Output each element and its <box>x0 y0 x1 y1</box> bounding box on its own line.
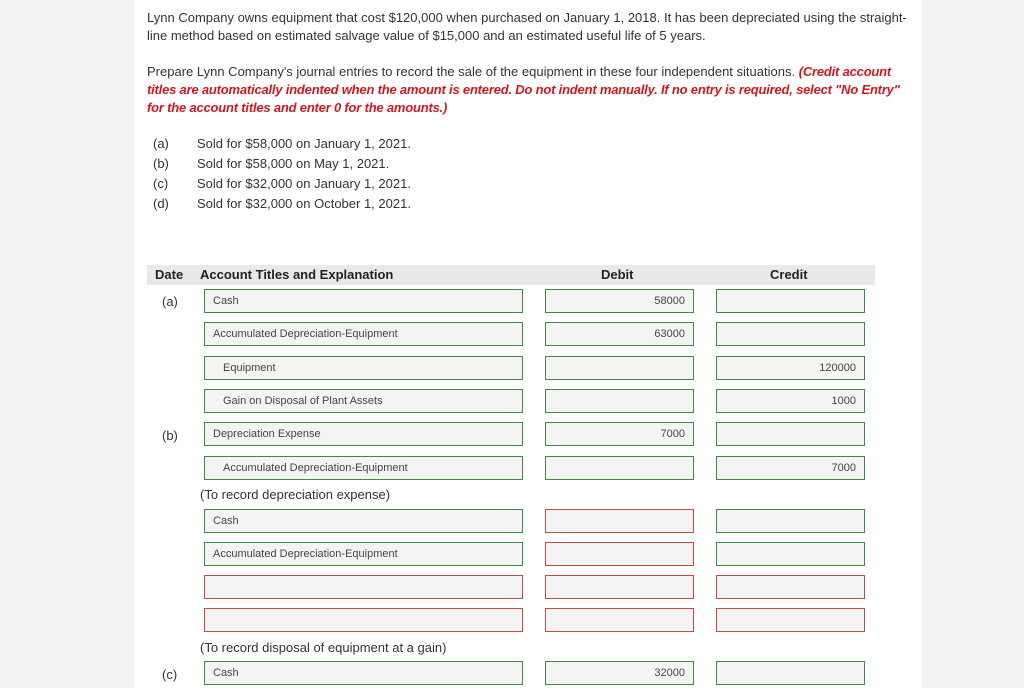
problem-intro: Lynn Company owns equipment that cost $120,000 when purchased on January 1, 2018. It has been depreciated using the straight-line method based on estimated salvage value of $15,000 and an estimated useful life of 5 years. <box>147 10 907 43</box>
situation-c <box>153 174 411 194</box>
situation-letter: (d) <box>153 196 169 211</box>
debit-input[interactable] <box>545 542 694 566</box>
credit-input[interactable] <box>716 542 865 566</box>
debit-input[interactable]: 7000 <box>545 422 694 446</box>
situations-list <box>153 134 411 214</box>
debit-input[interactable]: 63000 <box>545 322 694 346</box>
debit-input[interactable] <box>545 456 694 480</box>
situation-letter: (b) <box>153 156 169 171</box>
date-label-c: (c) <box>162 667 178 682</box>
explanation-depreciation: (To record depreciation expense) <box>200 487 391 502</box>
account-title-input[interactable] <box>204 575 523 599</box>
header-date: Date <box>155 267 184 282</box>
debit-input[interactable]: 32000 <box>545 661 694 685</box>
header-debit: Debit <box>601 267 634 282</box>
situation-text: Sold for $58,000 on May 1, 2021. <box>197 156 390 171</box>
account-title-input[interactable]: Accumulated Depreciation-Equipment <box>204 542 523 566</box>
situation-b <box>153 154 411 174</box>
date-label-a: (a) <box>162 294 178 309</box>
account-title-input[interactable]: Cash <box>204 289 523 313</box>
explanation-disposal: (To record disposal of equipment at a gain) <box>200 640 447 655</box>
account-title-input[interactable]: Gain on Disposal of Plant Assets <box>204 389 523 413</box>
debit-input[interactable] <box>545 389 694 413</box>
debit-input[interactable] <box>545 356 694 380</box>
credit-input[interactable] <box>716 575 865 599</box>
account-title-input[interactable]: Accumulated Depreciation-Equipment <box>204 456 523 480</box>
situation-letter: (c) <box>153 176 169 191</box>
credit-input[interactable]: 1000 <box>716 389 865 413</box>
instructions-note: (Credit account titles are automatically indented when the amount is entered. Do not indent manually. If no entry is required, select "No Entry" for the account titles and enter 0 for the amounts.) <box>147 64 900 115</box>
situation-text: Sold for $32,000 on October 1, 2021. <box>197 196 411 211</box>
account-title-input[interactable]: Cash <box>204 661 523 685</box>
problem-instructions <box>147 63 917 117</box>
situation-text: Sold for $58,000 on January 1, 2021. <box>197 136 411 151</box>
credit-input[interactable] <box>716 509 865 533</box>
situation-letter: (a) <box>153 136 169 151</box>
account-title-input[interactable] <box>204 608 523 632</box>
debit-input[interactable]: 58000 <box>545 289 694 313</box>
situation-text: Sold for $32,000 on January 1, 2021. <box>197 176 411 191</box>
account-title-input[interactable]: Accumulated Depreciation-Equipment <box>204 322 523 346</box>
debit-input[interactable] <box>545 608 694 632</box>
account-title-input[interactable]: Depreciation Expense <box>204 422 523 446</box>
credit-input[interactable]: 7000 <box>716 456 865 480</box>
situation-d <box>153 194 411 214</box>
account-title-input[interactable]: Equipment <box>204 356 523 380</box>
header-credit: Credit <box>770 267 808 282</box>
date-label-b: (b) <box>162 428 178 443</box>
instructions-text: Prepare Lynn Company's journal entries to record the sale of the equipment in these four independent situations. <box>147 64 796 79</box>
account-title-input[interactable]: Cash <box>204 509 523 533</box>
credit-input[interactable]: 120000 <box>716 356 865 380</box>
debit-input[interactable] <box>545 575 694 599</box>
credit-input[interactable] <box>716 289 865 313</box>
credit-input[interactable] <box>716 608 865 632</box>
debit-input[interactable] <box>545 509 694 533</box>
credit-input[interactable] <box>716 661 865 685</box>
situation-a <box>153 134 411 154</box>
credit-input[interactable] <box>716 422 865 446</box>
credit-input[interactable] <box>716 322 865 346</box>
header-account: Account Titles and Explanation <box>200 267 394 282</box>
